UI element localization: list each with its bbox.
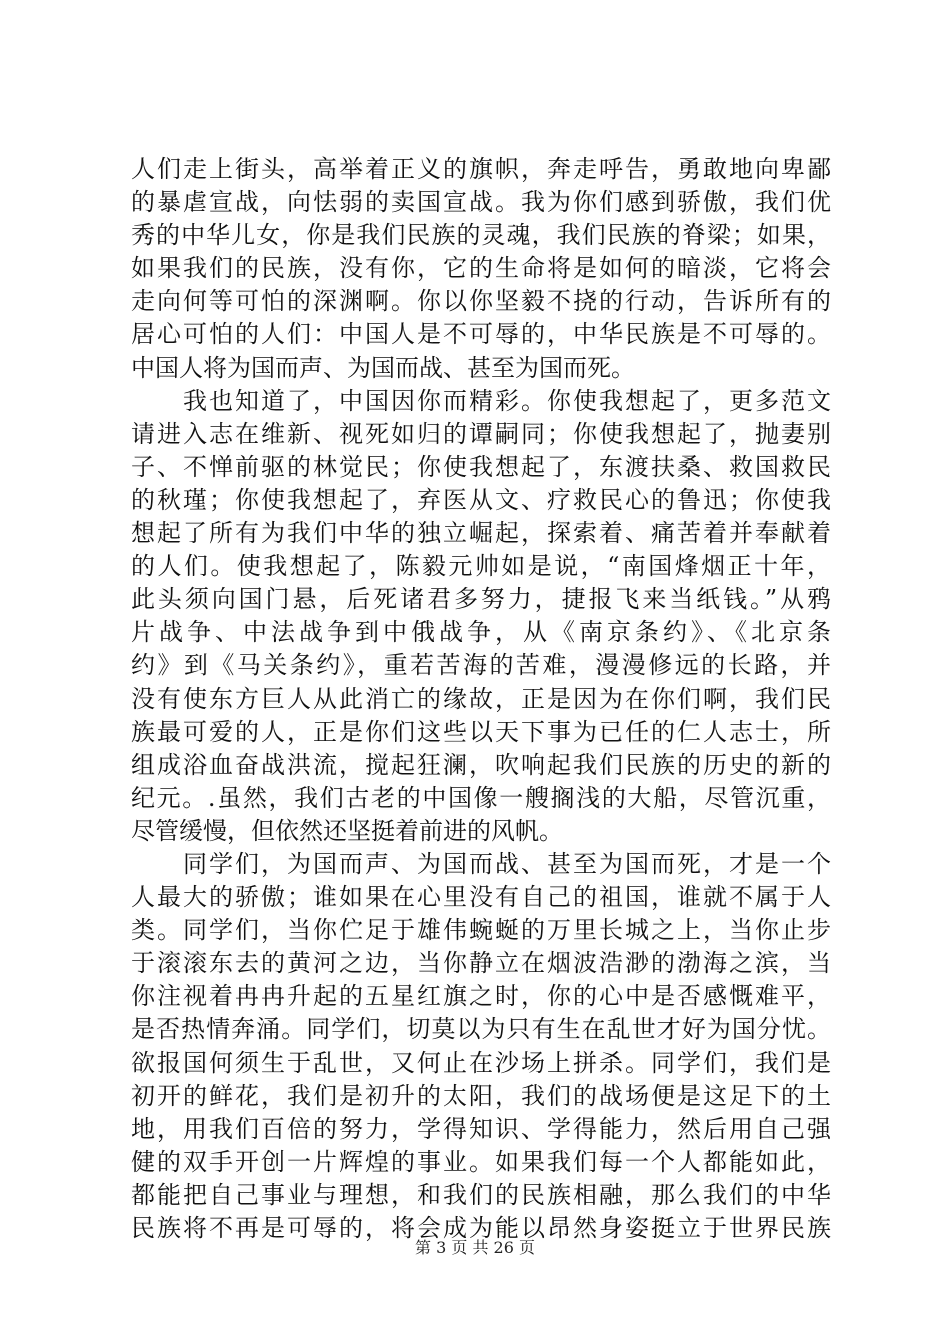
text-line: 的秋瑾；你使我想起了，弃医从文、疗救民心的鲁迅；你使我	[131, 485, 831, 514]
text-line: 片战争、中法战争到中俄战争，从《南京条约》、《北京条	[131, 618, 831, 647]
text-line: 你注视着冉冉升起的五星红旗之时，你的心中是否感慨难平，	[131, 982, 831, 1011]
text-line: 同学们，为国而声、为国而战、甚至为国而死，才是一个	[131, 849, 831, 878]
text-line: 类。同学们，当你伫足于雄伟蜿蜒的万里长城之上，当你止步	[131, 916, 831, 945]
text-line: 我也知道了，中国因你而精彩。你使我想起了，更多范文	[131, 386, 831, 415]
text-line: 居心可怕的人们：中国人是不可辱的，中华民族是不可辱的。	[131, 320, 831, 349]
text-line: 秀的中华儿女，你是我们民族的灵魂，我们民族的脊梁；如果，	[131, 221, 831, 250]
text-line: 想起了所有为我们中华的独立崛起，探索着、痛苦着并奉献着	[131, 519, 831, 548]
text-line: 都能把自己事业与理想，和我们的民族相融，那么我们的中华	[131, 1180, 831, 1209]
text-line: 请进入志在维新、视死如归的谭嗣同；你使我想起了，抛妻别	[131, 419, 831, 448]
text-line: 人最大的骄傲；谁如果在心里没有自己的祖国，谁就不属于人	[131, 883, 831, 912]
text-line: 于滚滚东去的黄河之边，当你静立在烟波浩渺的渤海之滨，当	[131, 949, 831, 978]
body-text	[131, 153, 831, 1245]
text-line: 健的双手开创一片辉煌的事业。如果我们每一个人都能如此，	[131, 1147, 831, 1176]
text-line: 族最可爱的人，正是你们这些以天下事为已任的仁人志士，所	[131, 717, 831, 746]
text-line: 中国人将为国而声、为国而战、甚至为国而死。	[131, 353, 635, 382]
text-line: 的暴虐宣战，向怯弱的卖国宣战。我为你们感到骄傲，我们优	[131, 188, 831, 217]
text-line: 地，用我们百倍的努力，学得知识、学得能力，然后用自己强	[131, 1114, 831, 1143]
text-line: 约》到《马关条约》，重若苦海的苦难，漫漫修远的长路，并	[131, 651, 831, 680]
text-line: 尽管缓慢，但依然还坚挺着前进的风帆。	[131, 816, 563, 845]
text-line: 子、不惮前驱的林觉民；你使我想起了，东渡扶桑、救国救民	[131, 452, 831, 481]
text-line: 的人们。使我想起了，陈毅元帅如是说，“南国烽烟正十年，	[131, 552, 831, 581]
text-line: 纪元。.虽然，我们古老的中国像一艘搁浅的大船，尽管沉重，	[131, 783, 831, 812]
text-line: 此头须向国门悬，后死诸君多努力，捷报飞来当纸钱。”从鸦	[131, 585, 831, 614]
text-line: 民族将不再是可辱的，将会成为能以昂然身姿挺立于世界民族	[131, 1214, 831, 1242]
text-line: 没有使东方巨人从此消亡的缘故，正是因为在你们啊，我们民	[131, 684, 831, 713]
text-line: 人们走上街头，高举着正义的旗帜，奔走呼告，勇敢地向卑鄙	[131, 155, 831, 183]
text-line: 组成浴血奋战洪流，搅起狂澜，吹响起我们民族的历史的新的	[131, 750, 831, 779]
text-line: 走向何等可怕的深渊啊。你以你坚毅不挠的行动，告诉所有的	[131, 287, 831, 316]
text-line: 欲报国何须生于乱世，又何止在沙场上拼杀。同学们，我们是	[131, 1048, 831, 1077]
page-footer: 第 3 页 共 26 页	[415, 1238, 535, 1257]
text-line: 如果我们的民族，没有你，它的生命将是如何的暗淡，它将会	[131, 254, 831, 283]
text-line: 是否热情奔涌。同学们，切莫以为只有生在乱世才好为国分忧。	[131, 1015, 831, 1044]
text-line: 初开的鲜花，我们是初升的太阳，我们的战场便是这足下的土	[131, 1081, 831, 1110]
